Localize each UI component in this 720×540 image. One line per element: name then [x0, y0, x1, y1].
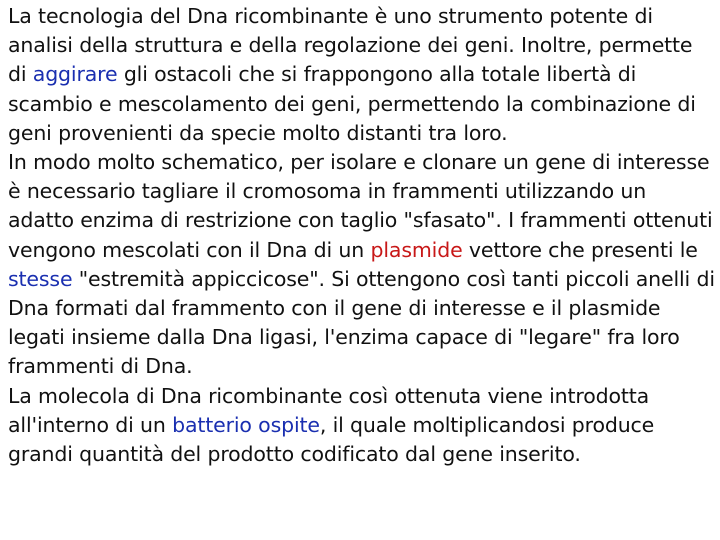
paragraph-text: In modo molto schematico, per isolare e clonare un gene di interesse è necessario tagliare il cromosoma in frammenti utilizzando un adatto enzima di restrizione con taglio "sfasato". I frammenti ottenuti vengono mescolati con il Dna di un — [8, 150, 713, 262]
paragraph-text: gli ostacoli che si frappongono alla totale libertà di scambio e mescolamento dei geni, permettendo la combinazione di geni provenienti da specie molto distanti tra loro. — [8, 62, 696, 145]
paragraph-cloning — [8, 148, 716, 382]
paragraph-text: La molecola di Dna ricombinante così ottenuta viene introdotta all'interno di un — [8, 383, 650, 437]
link-plasmide[interactable]: plasmide — [370, 237, 463, 262]
paragraph-text: vettore che presenti le — [462, 237, 698, 262]
document-body — [8, 2, 716, 469]
paragraph-text: "estremità appiccicose". Si ottengono così tanti piccoli anelli di Dna formati dal frammento con il gene di interesse e il plasmide legati insieme dalla Dna ligasi, l'enzima capace di "legare" fra loro frammenti di Dna. — [8, 266, 715, 379]
paragraph-text: La tecnologia del Dna ricombinante è uno strumento potente di analisi della struttura e della regolazione dei geni. Inoltre, permette di — [8, 4, 693, 87]
paragraph-intro — [8, 2, 716, 148]
paragraph-text: , il quale moltiplicandosi produce grandi quantità del prodotto codificato dal gene inserito. — [8, 412, 655, 467]
link-batterio-ospite[interactable]: batterio ospite — [172, 412, 320, 437]
paragraph-host — [8, 382, 716, 470]
link-aggirare[interactable]: aggirare — [32, 62, 118, 87]
link-stesse[interactable]: stesse — [8, 266, 73, 291]
